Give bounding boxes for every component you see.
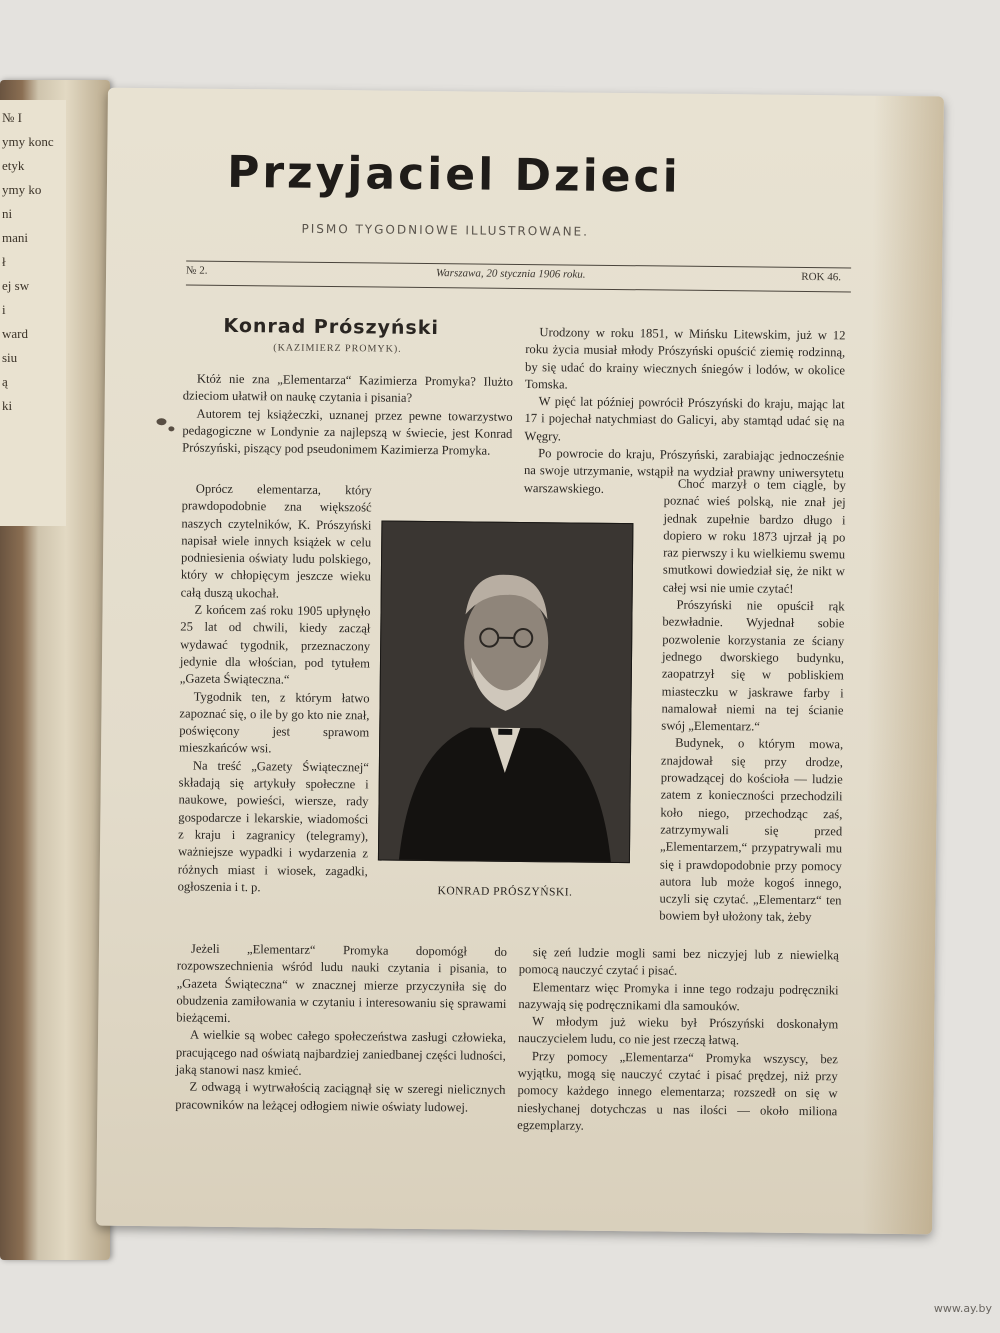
portrait-figure [379, 522, 633, 863]
bottom-left-column [175, 940, 507, 1116]
strip-line: ward [2, 326, 28, 341]
photo-caption: KONRAD PRÓSZYŃSKI. [437, 885, 573, 899]
strip-line: ymy ko [2, 182, 42, 197]
paragraph: W młodym już wieku był Prószyński doskonałym nauczycielem ludu, co nie jest rzeczą łatwą. [517, 1014, 839, 1048]
masthead-title: Przyjaciel Dzieci [226, 146, 681, 203]
strip-line: ą [2, 374, 8, 389]
bottom-right-column [517, 944, 839, 1138]
intro-column [182, 370, 513, 460]
masthead-subtitle: PISMO TYGODNIOWE ILLUSTROWANE. [301, 221, 590, 239]
paragraph: Któż nie zna „Elementarza“ Kazimierza Promyka? Ilużto dzieciom ułatwił on naukę czytania i pisania? [182, 371, 513, 406]
paragraph: Z odwagą i wytrwałością zaciągnął się w szeregi nielicznych pracowników na leżącej odłogiem niwie oświaty ludowej. [175, 1079, 506, 1115]
paragraph: Oprócz elementarza, który prawdopodobnie zna większość naszych czytelników, K. Prószyński napisał wiele innych książek w celu podniesienia oświaty ludu polskiego, który w chłopięcym jeszcze wieku całą duszą ukochał. [180, 481, 372, 601]
issue-year: ROK 46. [801, 270, 842, 284]
strip-line: etyk [2, 158, 25, 173]
magazine-page [96, 88, 944, 1235]
strip-line: ej sw [2, 278, 30, 293]
strip-line: mani [2, 230, 28, 245]
paragraph: A wielkie są wobec całego społeczeństwa zasługi człowieka, pracującego nad oświatą najbardziej zaniedbanej części ludności, jaką stanowi nasz kmieć. [175, 1028, 507, 1078]
strip-line: ymy konc [2, 134, 54, 149]
paragraph: Urodzony w roku 1851, w Mińsku Litewskim, już w 12 roku życia musiał młody Prószyński opuścić ziemię rodzinną, by się udać do krainy wiecznych śniegów i lodów, w okolice Tomska. [524, 325, 846, 392]
right-top-column [524, 324, 846, 500]
paragraph: Z końcem zaś roku 1905 upłynęło 25 lat od chwili, kiedy zaczął wydawać tygodnik, przeznaczony jedynie dla włościan, pod tytułem „Gazeta Świąteczna.“ [179, 602, 371, 687]
left-narrow-column [178, 480, 372, 897]
paragraph: W pięć lat później powrócił Prószyński do kraju, mając lat 17 i pojechał natychmiast do Galicyi, aby stamtąd udać się na Węgry. [524, 394, 845, 444]
paragraph: Jeżeli „Elementarz“ Promyka dopomógł do rozpowszechnienia wśród ludu nauki czytania i pisania, to „Gazeta Świąteczna“ w znacznej mierze przyczyniła się do obudzenia zamiłowania w czytaniu i interesowaniu się sprawami bieżącemi. [176, 941, 508, 1026]
paragraph: się zeń ludzie mogli sami bez niczyjej lub z niewielką pomocą nauczyć czytać i pisać. [518, 945, 840, 978]
strip-line: № I [2, 110, 22, 125]
paragraph: Budynek, o którym mowa, znajdował się przy drodze, prowadzącej do kościoła — ludzie zatem z konieczności przechodzili koło niego, przechodząc zaś, zatrzymywali się przed „Elementarzem,“ przypatrywali mu się i prawdopodobnie przy pomocy autora lub może kogoś innego, uczyli się czytać. „Elementarz“ ten bowiem był ułożony tak, żeby [659, 736, 844, 925]
rule-bottom [186, 284, 851, 292]
issue-date: Warszawa, 20 stycznia 1906 roku. [435, 267, 586, 281]
strip-line: ł [2, 254, 6, 269]
paragraph: Tygodnik ten, z którym łatwo zapoznać się, o ile by go kto nie znał, poświęcony jest sprawom mieszkańców wsi. [178, 689, 370, 756]
ink-stain [156, 418, 166, 425]
portrait-photo [378, 521, 634, 864]
paragraph: Elementarz więc Promyka i inne tego rodzaju podręczniki nazywają się podręcznikami dla samouków. [518, 979, 839, 1014]
strip-line: siu [2, 350, 18, 365]
strip-line: ki [2, 398, 13, 413]
paragraph: Choć marzył o tem ciągle, by poznać wieś polską, nie znał jej jednak zupełnie bardzo długo i dopiero w roku 1873 ujrzał ją po raz pierwszy i ku wielkiemu swemu smutkowi dowiedział się, że nikt w całej wsi nie umie czytać! [662, 476, 846, 596]
paragraph: Prószyński nie opuścił rąk bezwładnie. Wyjednał sobie pozwolenie korzystania ze ściany jednego dworskiego budynku, zaopatrzył się w pobliskiem miasteczku w jaskrawe farby i namalował niemi na tej ścianie swój „Elementarz.“ [661, 597, 845, 734]
article-title: Konrad Prószyński [223, 314, 440, 340]
adjacent-page-strip [0, 100, 66, 526]
watermark: www.ay.by [933, 1302, 992, 1315]
paragraph: Autorem tej książeczki, uznanej przez pewne towarzystwo pedagogiczne w Londynie za najlepszą w świecie, jest Konrad Prószyński, piszący pod pseudonimem Kazimierza Promyka. [182, 406, 513, 458]
paragraph: Na treść „Gazety Świątecznej“ składają się artykuły społeczne i naukowe, powieści, wiersze, rady gospodarcze i lekarskie, wiadomości z kraju i zagranicy (telegramy), ważniejsze wypadki i wydarzenia z różnych miast i wiosek, zagadki, ogłoszenia i t. p. [177, 758, 369, 895]
paragraph: Po powrocie do kraju, Prószyński, zarabiając jednocześnie na swoje utrzymanie, wstąpił na wydział prawny uniwersytetu warszawskiego. [523, 446, 845, 496]
strip-line: ni [2, 206, 13, 221]
paragraph: Przy pomocy „Elementarza“ Promyka wszyscy, bez wyjątku, mogą się nauczyć czytać i pisać prędzej, niż przy pomocy każdego innego elementarza; rozszedł on się w niesłychanej dotychczas u nas ilości — około miliona egzemplarzy. [517, 1048, 838, 1133]
issue-number: № 2. [186, 264, 208, 277]
ink-stain [168, 426, 174, 431]
strip-line: i [2, 302, 6, 317]
article-pseudonym: (KAZIMIERZ PROMYK). [273, 342, 402, 355]
right-narrow-column [659, 475, 846, 927]
